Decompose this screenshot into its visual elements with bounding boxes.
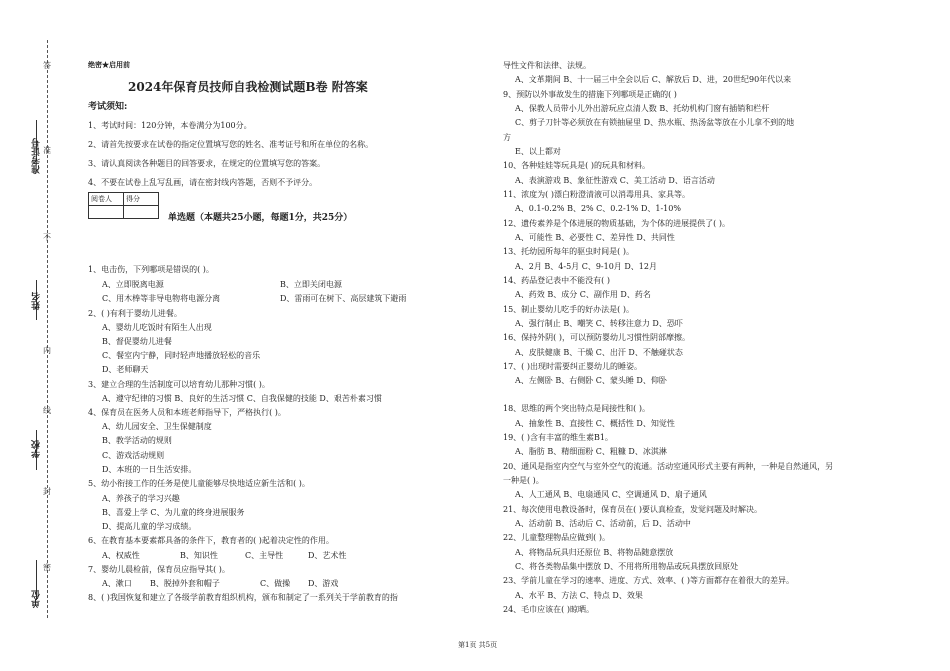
option-line: A、将物品玩具归还原位 B、将物品随意摆放 [515,548,674,557]
option-line: 方 [503,133,511,142]
option-line: C、剪子刀针等必须放在有锁抽屉里 D、热水瓶、热汤盆等放在小儿拿不到的地 [515,118,795,127]
question-line: 21、每次使用电教设备时，保育员在( )要认真检查，发觉问题及时解决。 [503,505,762,514]
option-line: D、老师聊天 [102,365,149,374]
option-line: A、活动前 B、活动后 C、活动前，后 D、活动中 [515,519,691,528]
question-line: 11、浓度为( )漂白粉澄清液可以消毒用具、家具等。 [503,190,690,199]
question-line: 18、思维的两个突出特点是间接性和( )。 [503,404,650,413]
question-line: 23、学前儿童在学习的速率、进度、方式、效率、( )等方面都存在着很大的差异。 [503,576,794,585]
question-line: 一种是( )。 [503,476,544,485]
option-line: A、强行制止 B、嘲笑 C、转移注意力 D、恐吓 [515,319,683,328]
option-line: A、皮肤健康 B、干燥 C、出汗 D、不触碰状态 [515,348,683,357]
option-line: A、2月 B、4-5月 C、9-10月 D、12月 [515,262,657,271]
binding-char: 内 [43,346,51,355]
option-line: A、保教人员带小儿外出游玩应点清人数 B、托幼机构门窗有插销和栏杆 [515,104,770,113]
option-line: A、药效 B、成分 C、副作用 D、药名 [515,290,651,299]
option-line: A、表演游戏 B、象征性游戏 C、美工活动 D、语言活动 [515,176,715,185]
page-title: 2024年保育员技师自我检测试题B卷 附答案 [128,80,368,94]
notice-item: 1、考试时间：120分钟，本卷满分为100分。 [88,121,252,130]
option-line: D、雷雨可在树下、高层建筑下避雨 [280,294,407,303]
binding-char: 准 [43,146,51,155]
option-line: B、喜爱上学 C、为儿童的终身进展服务 [102,508,245,517]
binding-label-exam-number: 准考证号 [32,138,42,174]
notice-item: 2、请首先按要求在试卷的指定位置填写您的姓名、准考证号和所在单位的名称。 [88,140,374,149]
question-line: 10、各种娃娃等玩具是( )的玩具和材料。 [503,161,650,170]
binding-label-unit: 单位 [32,590,42,608]
score-table [88,192,159,219]
question-line: 4、保育员在医务人员和本班老师指导下，严格执行( )。 [88,408,286,417]
question-line: 17、( )出现时需要纠正婴幼儿的睡姿。 [503,362,642,371]
option-line: C、餐室内宁静，同时轻声地播放轻松的音乐 [102,351,261,360]
option-line: A、左侧卧 B、右侧卧 C、蒙头睡 D、仰卧 [515,376,667,385]
question-line: 2、( )有利于婴幼儿进餐。 [88,309,182,318]
option-line: A、遵守纪律的习惯 B、良好的生活习惯 C、自我保健的技能 D、艰苦朴素习惯 [102,394,382,403]
page-footer: 第1页 共5页 [458,641,498,649]
score-table-cell[interactable] [89,206,124,219]
option-line: E、以上都对 [515,147,561,156]
option-line: A、幼儿园安全、卫生保健制度 [102,422,212,431]
option-line: D、游戏 [308,579,339,588]
option-line: B、脱掉外套和帽子 [150,579,220,588]
question-line: 7、婴幼儿晨检前，保育员应指导其( )。 [88,565,230,574]
option-line: A、权威性 [102,551,140,560]
score-table-header-reviewer: 阅卷人 [89,193,124,206]
question-line: 导性文件和法律、法规。 [503,61,591,70]
option-line: A、可能性 B、必要性 C、差异性 D、共同性 [515,233,675,242]
option-line: B、立即关闭电源 [280,280,342,289]
score-table-header-score: 得分 [124,193,159,206]
option-line: C、将各类物品集中摆放 D、不用将所用物品或玩具摆放回原处 [515,562,739,571]
notice-item: 3、请认真阅读各种题目的回答要求，在规定的位置填写您的答案。 [88,159,326,168]
notice-title: 考试须知: [88,102,128,112]
option-line: D、本班的一日生活安排。 [102,465,197,474]
option-line: A、水平 B、方法 C、特点 D、效果 [515,591,643,600]
binding-char: 线 [43,406,51,415]
question-line: 9、预防以外事故发生的措施下列哪项是正确的( ) [503,90,677,99]
question-line: 1、电击伤，下列哪项是错误的( )。 [88,265,214,274]
binding-label-name: 姓名 [32,292,42,310]
score-table-cell[interactable] [124,206,159,219]
binding-dashed-line [47,40,48,618]
option-line: A、立即脱离电源 [102,280,164,289]
question-line: 6、在教育基本要素都具备的条件下，教育者的( )起着决定性的作用。 [88,536,334,545]
question-line: 14、药品登记表中不能没有( ) [503,276,610,285]
binding-char: 密 [43,563,51,572]
notice-item: 4、不要在试卷上乱写乱画，请在密封线内答题，否则不予评分。 [88,178,318,187]
binding-char: 答 [43,61,51,70]
option-line: D、提高儿童的学习成绩。 [102,522,197,531]
binding-label-school: 学校 [32,440,42,458]
option-line: A、养孩子的学习兴趣 [102,494,180,503]
question-line: 15、制止婴幼儿吃手的好办法是( )。 [503,305,634,314]
option-line: A、抽象性 B、直接性 C、概括性 D、知觉性 [515,419,675,428]
option-line: B、教学活动的规则 [102,436,172,445]
option-line: C、用木棒等非导电物将电源分离 [102,294,221,303]
binding-char: 不 [43,233,51,242]
option-line: A、婴幼儿吃饭时有陌生人出现 [102,323,212,332]
question-line: 24、毛巾应该在( )晾晒。 [503,605,594,614]
question-line: 8、( )我国恢复和建立了各级学前教育组织机构，颁布和制定了一系列关于学前教育的指 [88,593,398,602]
option-line: C、游戏活动规则 [102,451,165,460]
option-line: B、督促婴幼儿进餐 [102,337,172,346]
question-line: 19、( )含有丰富的维生素B1。 [503,433,613,442]
question-line: 13、托幼园所每年的驱虫时间是( )。 [503,247,634,256]
question-line: 5、幼小衔接工作的任务是使儿童能够尽快地适应新生活和( )。 [88,479,310,488]
option-line: A、文革期间 B、十一届三中全会以后 C、解放后 D、进，20世纪90年代以来 [515,75,792,84]
option-line: A、漱口 [102,579,132,588]
option-line: C、做操 [260,579,291,588]
question-line: 22、儿童整理物品应做到( )。 [503,533,610,542]
option-line: C、主导性 [245,551,284,560]
option-line: A、脂肪 B、精细面粉 C、粗糠 D、冰淇淋 [515,447,667,456]
option-line: A、0.1-0.2% B、2% C、0.2-1% D、1-10% [515,204,681,213]
option-line: D、艺术性 [308,551,347,560]
secret-mark: 绝密★启用前 [88,60,130,69]
question-line: 12、遗传素养是个体进展的物质基础，为个体的进展提供了( )。 [503,219,730,228]
option-line: A、人工通风 B、电扇通风 C、空调通风 D、扇子通风 [515,490,707,499]
question-line: 20、通风是指室内空气与室外空气的流通。活动室通风形式主要有两种，一种是自然通风，另 [503,462,834,471]
question-line: 16、保持外阴( )，可以预防婴幼儿习惯性阴部摩擦。 [503,333,690,342]
binding-char: 封 [43,487,51,496]
option-line: B、知识性 [180,551,218,560]
question-line: 3、建立合理的生活制度可以培育幼儿那种习惯( )。 [88,380,270,389]
section-heading: 单选题（本题共25小题，每题1分，共25分） [168,213,353,223]
